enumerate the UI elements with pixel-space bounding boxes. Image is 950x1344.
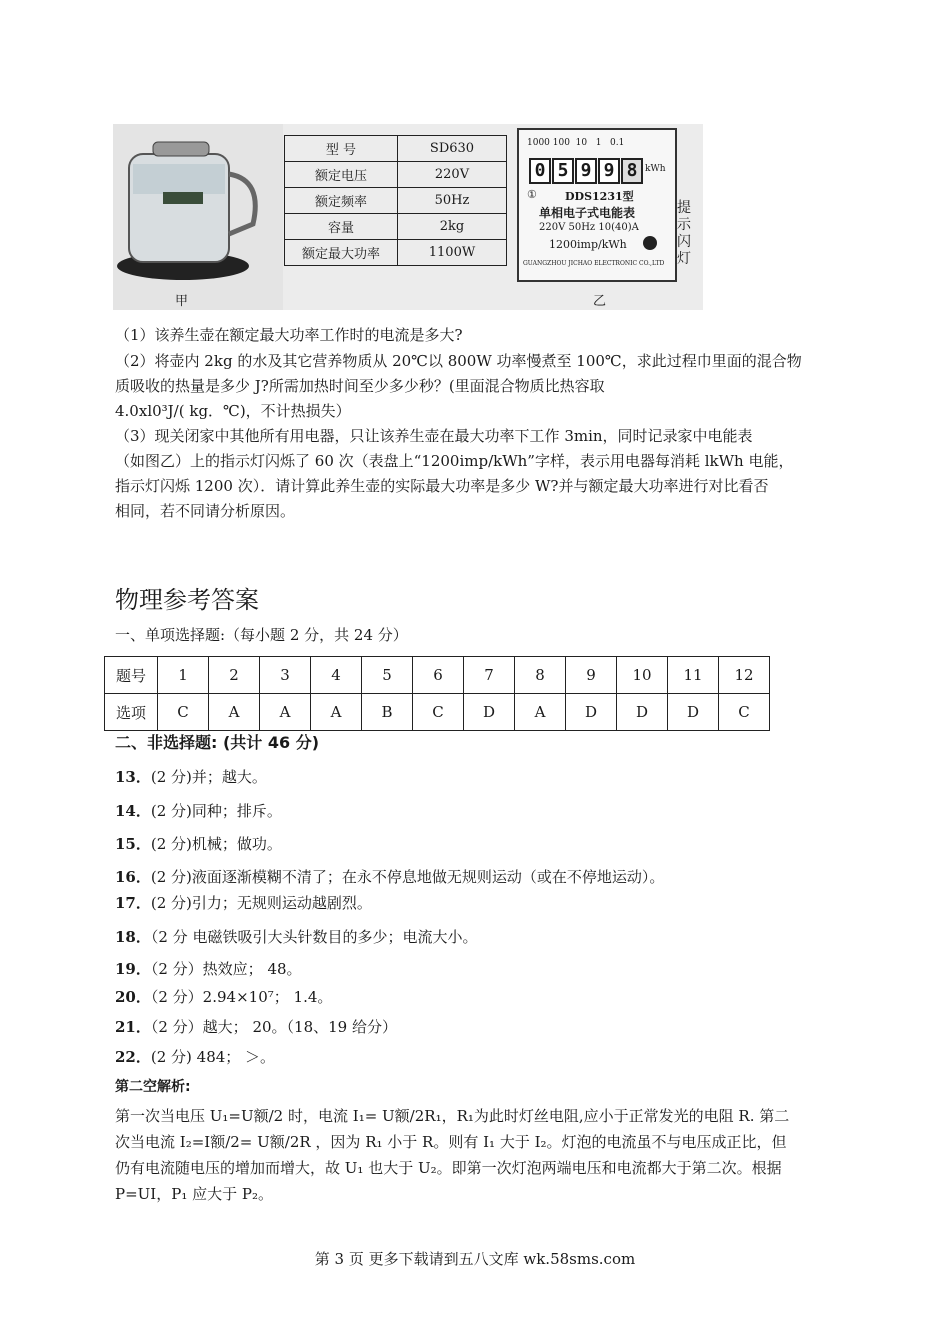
table-cell: 11: [668, 657, 719, 694]
meter-name: 单相电子式电能表: [539, 206, 636, 220]
meter-scale: 1000 100 10 1 0.1: [527, 138, 625, 148]
figure-panel: [113, 124, 703, 310]
question-2-line: 质吸收的热量是多少 J?所需加热时间至少多少秒？(里面混合物质比热容取: [115, 377, 605, 395]
answer-choice-row: [105, 694, 770, 731]
table-cell: 8: [515, 657, 566, 694]
answer-item: [115, 986, 332, 1007]
answer-number-row: [105, 657, 770, 694]
meter-digit: 0: [529, 158, 551, 184]
table-cell: 10: [617, 657, 668, 694]
meter-maker: GUANGZHOU JICHAO ELECTRONIC CO.,LTD: [523, 260, 665, 267]
meter-model: DDS1231型: [565, 190, 634, 203]
table-cell: C: [413, 694, 464, 731]
spec-value: 2kg: [398, 214, 507, 240]
table-cell: D: [464, 694, 515, 731]
answer-text: (2 分)引力；无规则运动越剧烈。: [150, 894, 372, 912]
answer-number: 21．: [115, 1018, 151, 1036]
indicator-lamp-icon: [643, 236, 657, 250]
kettle-caption: 甲: [175, 294, 189, 309]
question-2-line: （2）将壶内 2kg 的水及其它营养物质从 20℃以 800W 功率慢煮至 100℃，求此过程巾里面的混合物: [115, 352, 802, 370]
table-cell: D: [617, 694, 668, 731]
analysis-line: 第一次当电压 U₁=U额/2 时，电流 I₁= U额/2R₁，R₁为此时灯丝电阻,应小于正常发光的电阻 R. 第二: [115, 1107, 790, 1125]
spec-table: [284, 135, 507, 266]
kettle-image: [113, 124, 283, 310]
meter-digit: 9: [598, 158, 620, 184]
table-cell: C: [719, 694, 770, 731]
answer-number: 18．: [115, 928, 151, 946]
table-cell: B: [362, 694, 413, 731]
spec-row: [285, 188, 507, 214]
answer-table: [104, 656, 770, 731]
table-cell: D: [566, 694, 617, 731]
answer-text: (2 分)液面逐渐模糊不清了；在永不停息地做无规则运动（或在不停地运动）。: [150, 868, 665, 886]
analysis-line: P=UI，P₁ 应大于 P₂。: [115, 1185, 273, 1203]
meter-digits: [529, 158, 644, 184]
question-3-line: 相同，若不同请分析原因。: [115, 502, 296, 520]
table-cell: 12: [719, 657, 770, 694]
table-cell: 9: [566, 657, 617, 694]
analysis-title: 第二空解析:: [115, 1079, 191, 1095]
meter-imp: 1200imp/kWh: [549, 238, 627, 251]
table-cell: C: [158, 694, 209, 731]
question-3-line: （3）现关闭家中其他所有用电器，只让该养生壶在最大功率下工作 3min，同时记录家中电能表: [115, 427, 753, 445]
table-cell: 6: [413, 657, 464, 694]
table-cell: A: [311, 694, 362, 731]
table-cell: 题号: [105, 657, 158, 694]
answer-item: [115, 1046, 275, 1067]
spec-row: [285, 240, 507, 266]
answer-item: [115, 866, 664, 887]
question-3-line: （如图乙）上的指示灯闪烁了 60 次（表盘上“1200imp/kWh”字样，表示用电器每消耗 lkWh 电能，: [115, 452, 794, 470]
answer-number: 20．: [115, 988, 151, 1006]
answer-item: [115, 892, 372, 913]
answer-text: (2 分)同种；排斥。: [150, 802, 282, 820]
answer-text: (2 分) 484； ＞。: [150, 1048, 276, 1066]
table-cell: D: [668, 694, 719, 731]
answer-number: 14．: [115, 802, 151, 820]
meter-digit: 5: [552, 158, 574, 184]
spec-value: 1100W: [398, 240, 507, 266]
answer-title: 物理参考答案: [115, 586, 259, 614]
answer-number: 17．: [115, 894, 151, 912]
spec-key: 额定频率: [285, 188, 398, 214]
answer-text: （2 分）热效应； 48。: [150, 960, 302, 978]
answer-number: 22．: [115, 1048, 151, 1066]
answer-item: [115, 833, 282, 854]
answer-number: 19．: [115, 960, 151, 978]
spec-value: 220V: [398, 162, 507, 188]
spec-value: 50Hz: [398, 188, 507, 214]
answer-text: (2 分)并；越大。: [150, 768, 267, 786]
energy-meter: [517, 128, 677, 282]
table-cell: 2: [209, 657, 260, 694]
meter-digit: 9: [575, 158, 597, 184]
answer-item: [115, 958, 302, 979]
section-1-title: 一、单项选择题:（每小题 2 分，共 24 分）: [115, 626, 408, 644]
answer-number: 13．: [115, 768, 151, 786]
answer-item: [115, 766, 267, 787]
page-footer: 第 3 页 更多下载请到五八文库 wk.58sms.com: [314, 1250, 636, 1268]
spec-row: [285, 136, 507, 162]
answer-text: （2 分 电磁铁吸引大头针数目的多少；电流大小。: [150, 928, 478, 946]
meter-digit: 8: [621, 158, 643, 184]
spec-key: 型 号: [285, 136, 398, 162]
analysis-line: 次当电流 I₂=I额/2= U额/2R ，因为 R₁ 小于 R。则有 I₁ 大于 I₂。灯泡的电流虽不与电压成正比，但: [115, 1133, 787, 1151]
meter-unit: kWh: [645, 164, 666, 174]
spec-key: 容量: [285, 214, 398, 240]
spec-key: 额定电压: [285, 162, 398, 188]
meter-caption: 乙: [593, 294, 607, 309]
answer-text: (2 分)机械；做功。: [150, 835, 282, 853]
table-cell: 4: [311, 657, 362, 694]
indicator-caption: 提示闪灯: [677, 200, 691, 267]
question-3-line: 指示灯闪烁 1200 次）．请计算此养生壶的实际最大功率是多少 W?并与额定最大功率进行对比看否: [115, 477, 769, 495]
question-1: （1）该养生壶在额定最大功率工作时的电流是多大?: [115, 326, 463, 344]
answer-item: [115, 800, 282, 821]
spec-row: [285, 214, 507, 240]
meter-rating: 220V 50Hz 10(40)A: [539, 222, 639, 233]
answer-text: （2 分）越大； 20。（18、19 给分）: [150, 1018, 397, 1036]
table-cell: 选项: [105, 694, 158, 731]
table-cell: 5: [362, 657, 413, 694]
analysis-paragraph: [115, 1103, 845, 1207]
answer-number: 16．: [115, 868, 151, 886]
spec-key: 额定最大功率: [285, 240, 398, 266]
spec-value: SD630: [398, 136, 507, 162]
table-cell: 1: [158, 657, 209, 694]
spec-row: [285, 162, 507, 188]
table-cell: 7: [464, 657, 515, 694]
answer-number: 15．: [115, 835, 151, 853]
answer-text: （2 分）2.94×10⁷； 1.4。: [150, 988, 333, 1006]
analysis-line: 仍有电流随电压的增加而增大，故 U₁ 也大于 U₂。即第一次灯泡两端电压和电流都大于第二次。根据: [115, 1159, 782, 1177]
table-cell: A: [515, 694, 566, 731]
table-cell: A: [260, 694, 311, 731]
meter-mark-icon: ①: [527, 188, 537, 201]
question-2-line: 4.0xl0³J/( kg．℃)，不计热损失）: [115, 402, 351, 420]
section-2-title: 二、非选择题: (共计 46 分): [115, 733, 320, 752]
table-cell: A: [209, 694, 260, 731]
answer-item: [115, 1016, 397, 1037]
table-cell: 3: [260, 657, 311, 694]
answer-item: [115, 926, 477, 947]
